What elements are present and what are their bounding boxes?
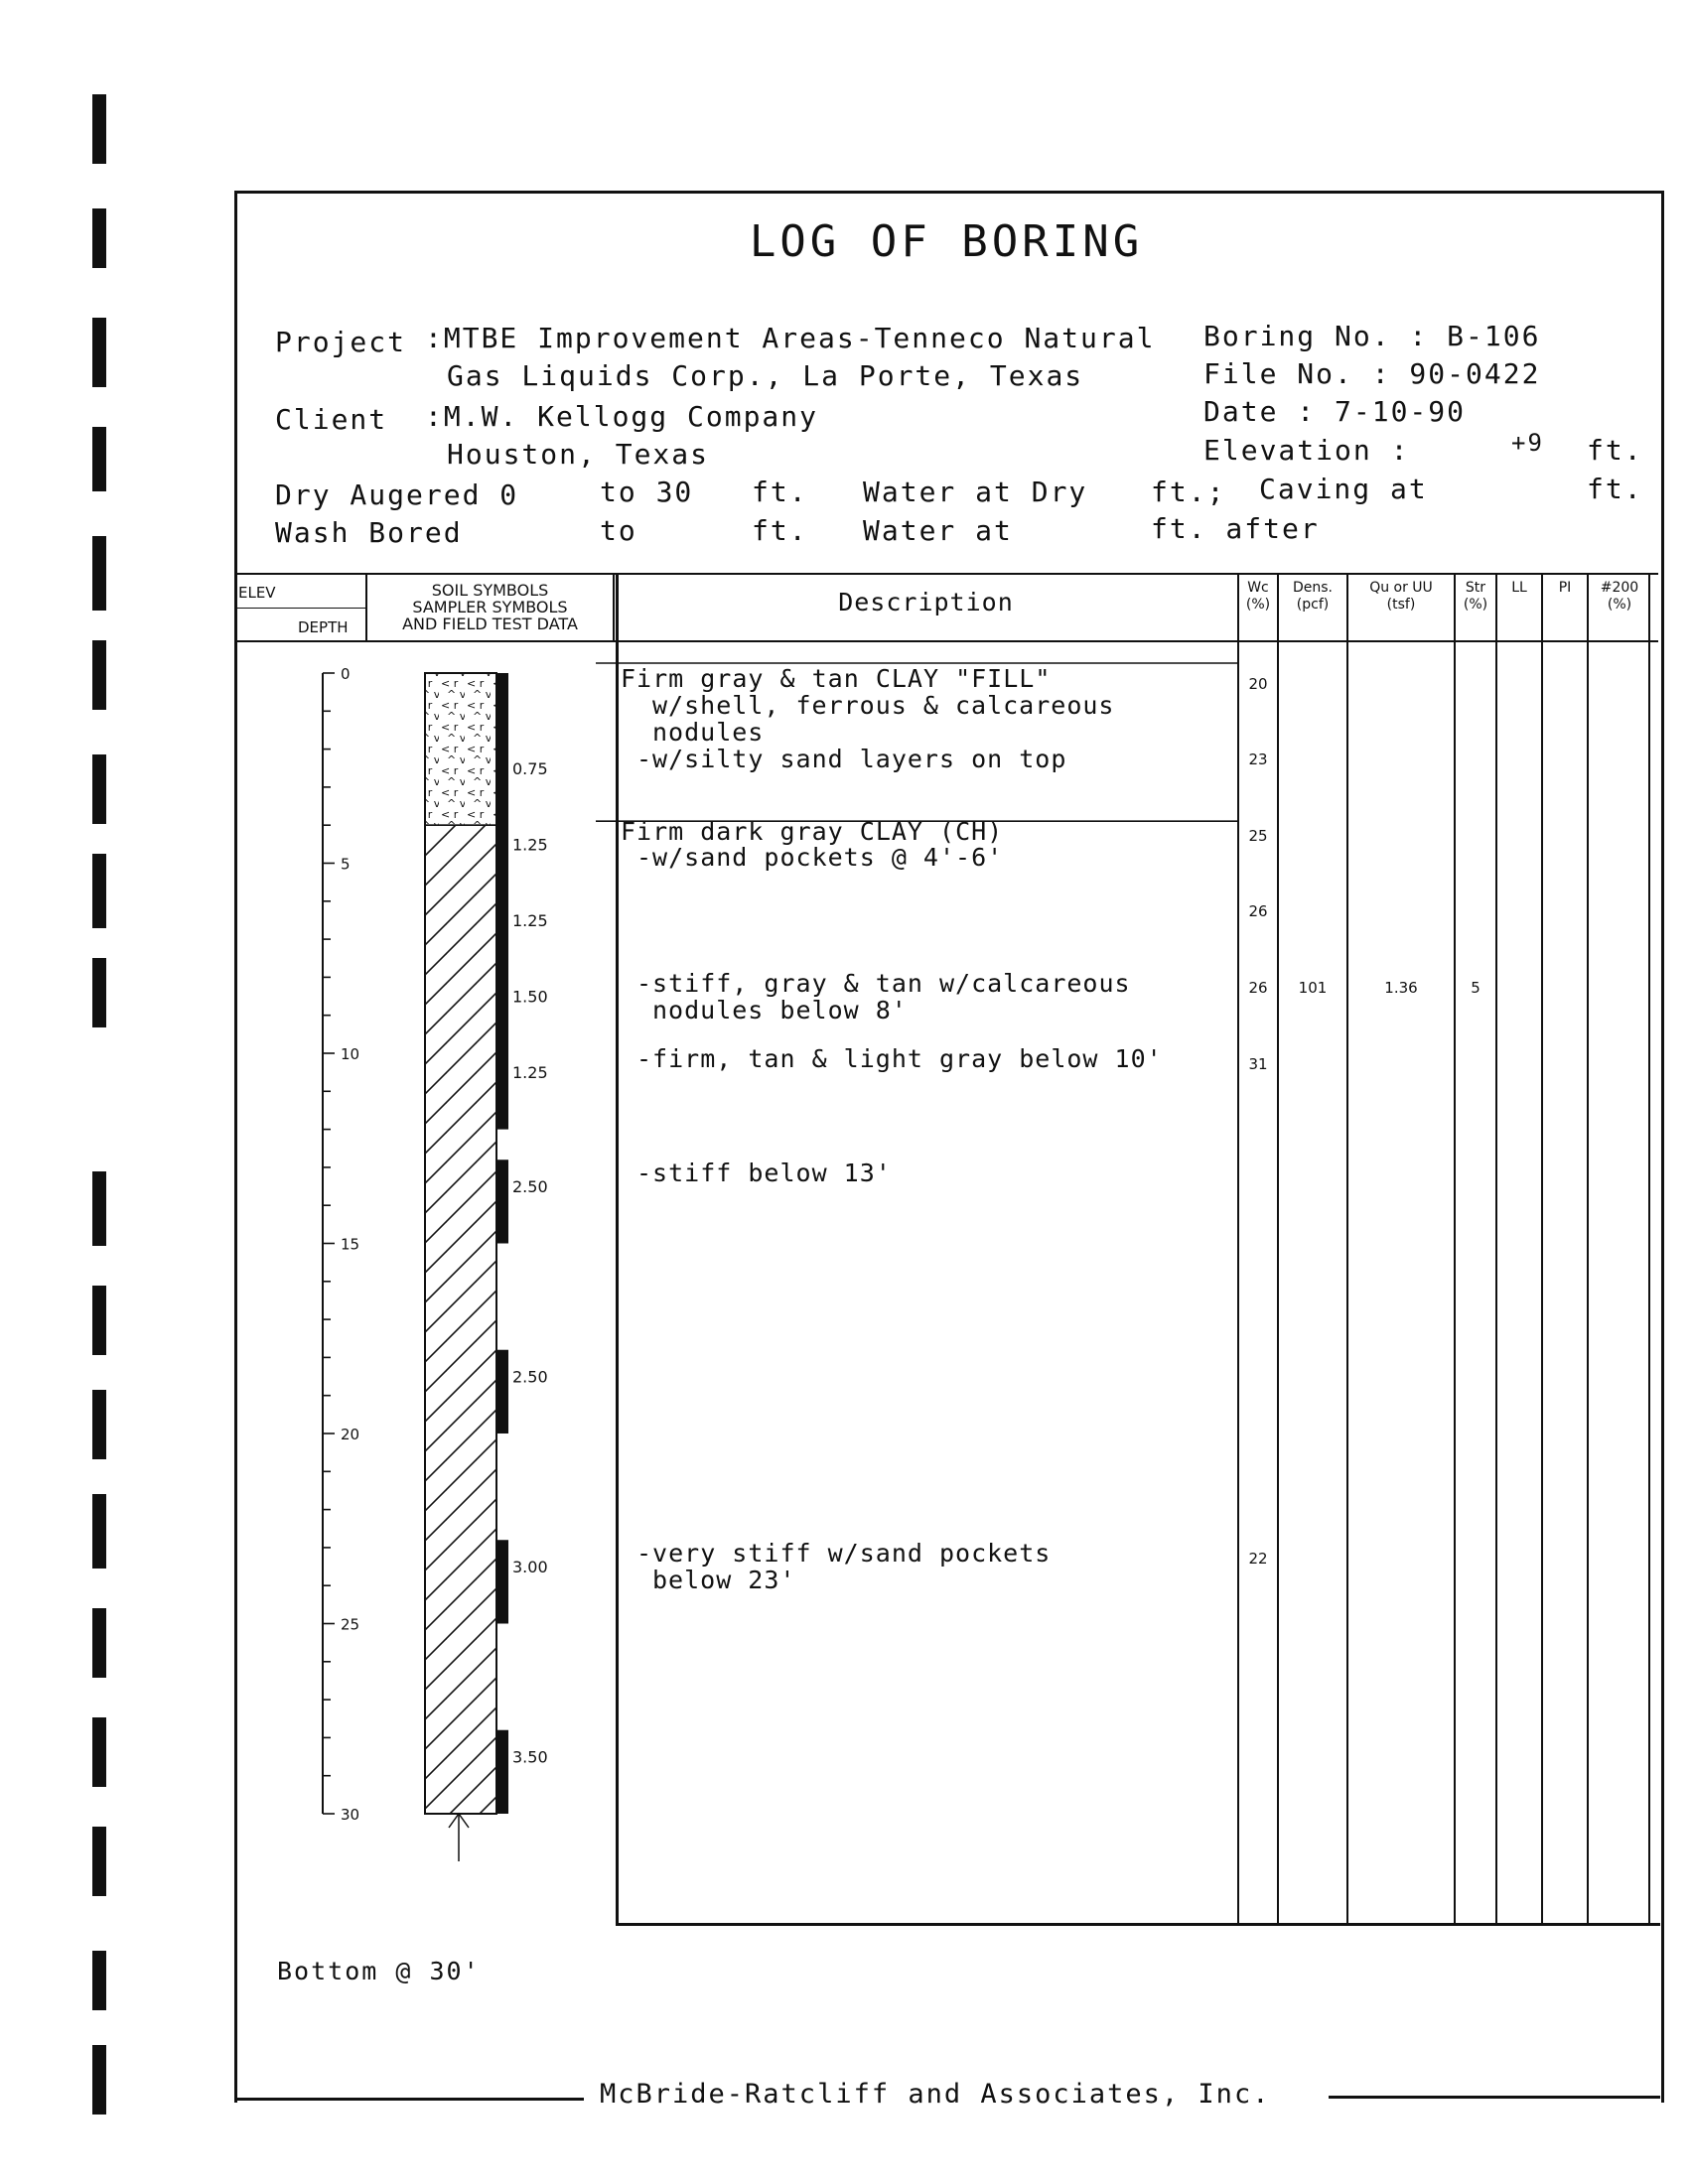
description-line: w/shell, ferrous & calcareous: [652, 691, 1115, 721]
footer-company: McBride-Ratcliff and Associates, Inc.: [600, 2079, 1271, 2110]
dens-header-label: Dens.: [1292, 580, 1333, 596]
wc-header-unit: (%): [1245, 597, 1271, 613]
depth-tick-label: 20: [341, 1426, 360, 1443]
lab-value-dens: 101: [1298, 979, 1328, 998]
project-line-2: Gas Liquids Corp., La Porte, Texas: [447, 359, 1084, 392]
depth-tick-label: 10: [341, 1045, 360, 1063]
boring-date: Date : 7-10-90: [1203, 395, 1467, 428]
footer-rule-right: [1329, 2096, 1660, 2099]
field-test-value: 2.50: [512, 1177, 548, 1197]
depth-tick-label: 15: [341, 1235, 360, 1254]
field-test-value: 1.25: [512, 910, 548, 930]
field-test-value: 3.50: [512, 1747, 548, 1767]
lab-value-wc: 23: [1248, 751, 1268, 769]
dry-augered-to: to 30: [600, 476, 694, 508]
water-at: Water at: [863, 514, 1013, 547]
qu-header-unit: (tsf): [1386, 597, 1416, 613]
field-test-value: 2.50: [512, 1367, 548, 1387]
dens-header-unit: (pcf): [1296, 597, 1330, 613]
description-line: -firm, tan & light gray below 10': [636, 1044, 1163, 1074]
wash-bored: Wash Bored: [275, 516, 463, 549]
client-line-2: Houston, Texas: [447, 438, 710, 471]
description-header: Description: [838, 588, 1014, 616]
field-test-value: 1.25: [512, 1063, 548, 1083]
description-line: Firm dark gray CLAY (CH): [621, 816, 1004, 846]
description-line: -w/silty sand layers on top: [636, 744, 1067, 773]
page-title: LOG OF BORING: [749, 216, 1144, 267]
p200-header-unit: (%): [1607, 597, 1632, 613]
elevation-unit: ft.: [1587, 434, 1643, 467]
description-line: nodules: [652, 717, 765, 747]
description-line: -stiff, gray & tan w/calcareous: [636, 968, 1131, 998]
description-line: nodules below 8': [652, 995, 908, 1024]
field-test-value: 1.25: [512, 835, 548, 855]
lab-value-wc: 31: [1248, 1054, 1268, 1073]
qu-header-label: Qu or UU: [1369, 580, 1433, 596]
depth-header: DEPTH: [298, 618, 349, 636]
ll-header: LL: [1511, 580, 1527, 596]
lab-value-wc: 22: [1248, 1549, 1268, 1568]
project-label: Project: [275, 326, 407, 358]
description-line: -stiff below 13': [636, 1159, 892, 1188]
water-at-dry: Water at Dry: [863, 476, 1088, 508]
water-ft-after: ft. after: [1151, 512, 1320, 545]
wash-bored-to: to: [600, 514, 637, 547]
dry-augered: Dry Augered 0: [275, 478, 519, 511]
project-line-1: :MTBE Improvement Areas-Tenneco Natural: [425, 322, 1156, 354]
field-test-value: 0.75: [512, 758, 548, 778]
lab-value-wc: 20: [1248, 674, 1268, 693]
str-header-label: Str: [1465, 580, 1486, 596]
description-line: Firm gray & tan CLAY "FILL": [621, 664, 1052, 694]
bottom-note: Bottom @ 30': [277, 1957, 481, 1985]
field-test-value: 1.50: [512, 987, 548, 1007]
lab-value-qu: 1.36: [1384, 979, 1418, 998]
elevation-label: Elevation :: [1203, 434, 1410, 467]
depth-tick-label: 30: [341, 1806, 360, 1824]
caving-ft: ft.: [1587, 473, 1643, 505]
depth-tick-label: 0: [341, 665, 351, 683]
water-dry-ft: ft.;: [1151, 476, 1226, 508]
description-line: -w/sand pockets @ 4'-6': [636, 843, 1004, 873]
elev-header: ELEV: [238, 584, 276, 602]
str-header-unit: (%): [1463, 597, 1488, 613]
p200-header-label: #200: [1600, 580, 1639, 596]
wash-bored-ft: ft.: [752, 514, 808, 547]
footer-rule-left: [234, 2098, 584, 2101]
depth-tick-label: 25: [341, 1615, 360, 1634]
wc-header-label: Wc: [1247, 580, 1269, 596]
pi-header: PI: [1558, 580, 1572, 596]
lab-value-str: 5: [1471, 979, 1480, 998]
client-line-1: :M.W. Kellogg Company: [425, 400, 819, 433]
description-line: -very stiff w/sand pockets: [636, 1539, 1052, 1569]
field-test-value: 3.00: [512, 1558, 548, 1577]
elevation-value: +9: [1511, 429, 1544, 457]
soil-header-line-1: SOIL SYMBOLS: [431, 581, 549, 600]
lab-value-wc: 26: [1248, 902, 1268, 921]
depth-tick-label: 5: [341, 855, 351, 874]
client-label: Client: [275, 403, 388, 436]
dry-augered-ft: ft.: [752, 476, 808, 508]
boring-number: Boring No. : B-106: [1203, 320, 1541, 352]
lab-value-wc: 26: [1248, 979, 1268, 998]
lab-value-wc: 25: [1248, 826, 1268, 845]
caving-at: Caving at: [1259, 473, 1428, 505]
soil-header-line-3: AND FIELD TEST DATA: [402, 614, 578, 633]
soil-header-line-2: SAMPLER SYMBOLS: [412, 598, 568, 616]
file-number: File No. : 90-0422: [1203, 357, 1541, 390]
description-line: below 23': [652, 1566, 796, 1595]
